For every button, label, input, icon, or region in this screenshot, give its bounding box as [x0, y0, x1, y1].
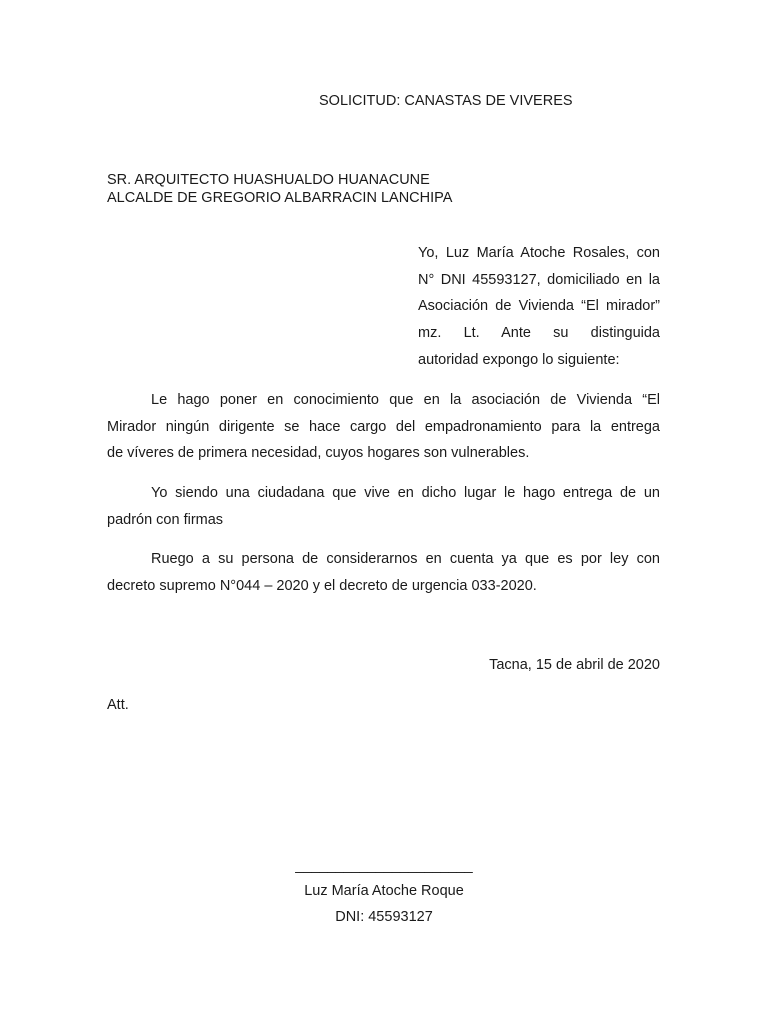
paragraph-line: decreto supremo N°044 – 2020 y el decreto de urgencia 033-2020. [107, 578, 537, 594]
subject-line: SOLICITUD: CANASTAS DE VIVERES [319, 93, 573, 109]
paragraph-line: Mirador ningún dirigente se hace cargo del empadronamiento para la entrega [107, 419, 660, 435]
addressee-title: ALCALDE DE GREGORIO ALBARRACIN LANCHIPA [107, 190, 453, 206]
signature-line: ______________________ [295, 858, 473, 874]
intro-line: autoridad expongo lo siguiente: [418, 352, 620, 368]
signer-dni: DNI: 45593127 [335, 909, 433, 925]
paragraph-line: Le hago poner en conocimiento que en la asociación de Vivienda “El [151, 392, 660, 408]
paragraph-line: Ruego a su persona de considerarnos en cuenta ya que es por ley con [151, 551, 660, 567]
intro-line: mz. Lt. Ante su distinguida [418, 325, 660, 341]
intro-line: N° DNI 45593127, domiciliado en la [418, 272, 660, 288]
signer-name: Luz María Atoche Roque [304, 883, 464, 899]
intro-line: Yo, Luz María Atoche Rosales, con [418, 245, 660, 261]
closing: Att. [107, 697, 129, 713]
intro-line: Asociación de Vivienda “El mirador” [418, 298, 660, 314]
paragraph-line: padrón con firmas [107, 512, 224, 528]
place-date: Tacna, 15 de abril de 2020 [489, 657, 660, 673]
addressee-name: SR. ARQUITECTO HUASHUALDO HUANACUNE [107, 172, 430, 188]
paragraph-line: Yo siendo una ciudadana que vive en dicho lugar le hago entrega de un [151, 485, 660, 501]
paragraph-line: de víveres de primera necesidad, cuyos hogares son vulnerables. [107, 445, 530, 461]
